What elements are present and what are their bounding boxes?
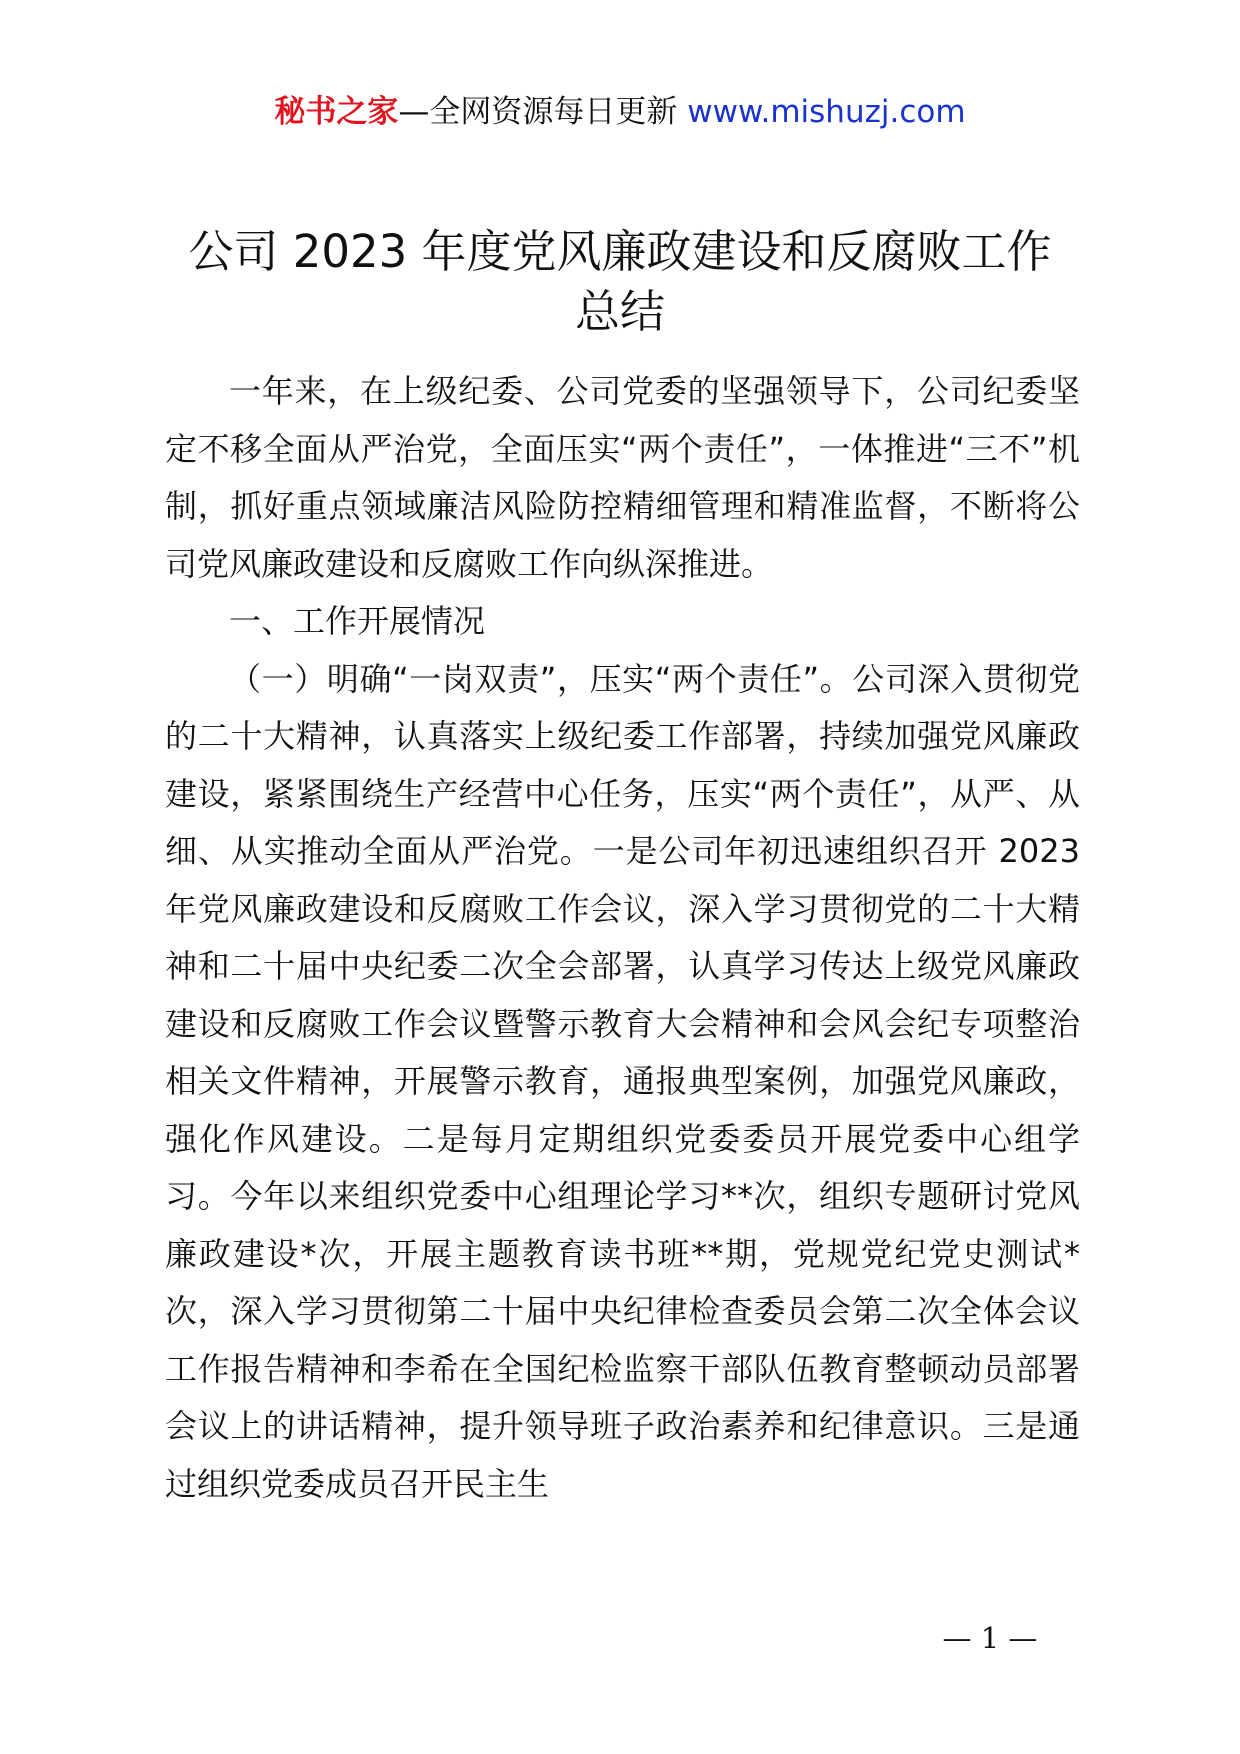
title-line-2: 总结 xyxy=(574,285,665,338)
title-line-1: 公司 2023 年度党风廉政建设和反腐败工作 xyxy=(188,225,1052,278)
site-header xyxy=(0,92,1240,132)
site-brand: 秘书之家 xyxy=(274,94,399,130)
intro-paragraph: 一年来，在上级纪委、公司党委的坚强领导下，公司纪委坚定不移全面从严治党，全面压实“两个责任”，一体推进“三不”机制，抓好重点领域廉洁风险防控精细管理和精准监督，不断将公司党风廉政建设和反腐败工作向纵深推进。 xyxy=(165,372,1080,583)
document-body xyxy=(165,363,1080,1513)
site-url-link[interactable]: www.mishuzj.com xyxy=(677,94,966,130)
page-number: — 1 — xyxy=(942,1621,1038,1655)
document-title xyxy=(150,222,1090,342)
section-heading: 一、工作开展情况 xyxy=(229,602,486,640)
site-tagline: —全网资源每日更新 xyxy=(398,94,678,130)
body-paragraph: （一）明确“一岗双责”，压实“两个责任”。公司深入贯彻党的二十大精神，认真落实上级纪委工作部署，持续加强党风廉政建设，紧紧围绕生产经营中心任务，压实“两个责任”，从严、从细、从实推动全面从严治党。一是公司年初迅速组织召开 2023 年党风廉政建设和反腐败工作会议，深入学习贯彻党的二十大精神和二十届中央纪委二次全会部署，认真学习传达上级党风廉政建设和反腐败工作会议暨警示教育大会精神和会风会纪专项整治相关文件精神，开展警示教育，通报典型案例，加强党风廉政，强化作风建设。二是每月定期组织党委委员开展党委中心组学习。今年以来组织党委中心组理论学习**次，组织专题研讨党风廉政建设*次，开展主题教育读书班**期，党规党纪党史测试*次，深入学习贯彻第二十届中央纪律检查委员会第二次全体会议工作报告精神和李希在全国纪检监察干部队伍教育整顿动员部署会议上的讲话精神，提升领导班子政治素养和纪律意识。三是通过组织党委成员召开民主生 xyxy=(165,659,1080,1503)
